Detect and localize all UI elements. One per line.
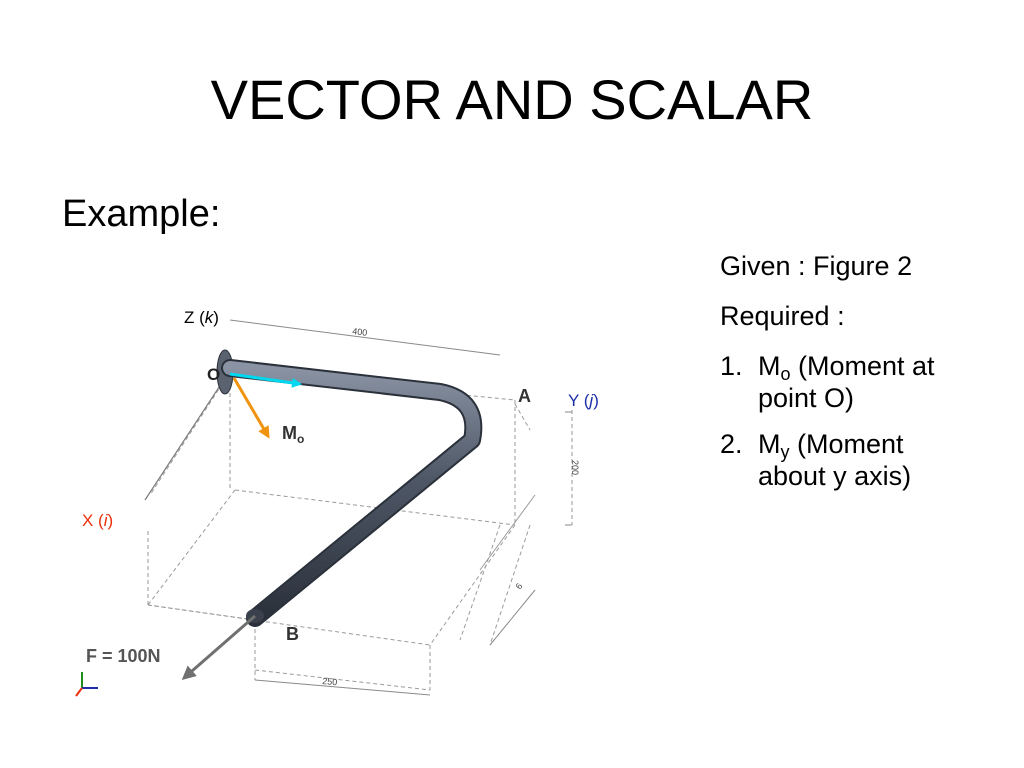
item-subscript: y — [780, 442, 790, 462]
required-item-2 — [720, 428, 1010, 492]
required-line: Required : — [720, 301, 845, 331]
item-symbol: M — [758, 351, 781, 381]
item-number: 1. — [720, 351, 743, 381]
item-symbol: M — [758, 429, 781, 459]
label-z-axis: Z (k) — [184, 308, 219, 327]
dim-label-250: 250 — [321, 676, 338, 688]
label-x-axis: X (i) — [82, 511, 114, 530]
item-text — [758, 428, 1010, 492]
axis-triad-icon — [76, 672, 98, 696]
pipe-rod-highlight — [230, 368, 473, 618]
given-line: Given : Figure 2 — [720, 251, 913, 281]
required-item-1 — [720, 350, 1010, 414]
dim-label-200: 200 — [570, 460, 580, 476]
item-desc-line2: point O) — [758, 383, 855, 413]
item-desc-line1: (Moment — [789, 429, 904, 459]
label-y-axis: Y (j) — [568, 391, 599, 410]
label-point-a: A — [518, 386, 531, 406]
slide-title: VECTOR AND SCALAR — [210, 68, 814, 131]
x-axis-line — [145, 378, 225, 500]
label-point-o: O — [207, 365, 221, 384]
pipe-rod — [230, 368, 473, 618]
label-force: F = 100N — [86, 646, 161, 666]
moment-arrow — [234, 378, 268, 436]
given-required-panel — [720, 250, 1010, 506]
item-subscript: o — [780, 364, 791, 384]
force-arrow — [184, 616, 255, 678]
item-number: 2. — [720, 429, 743, 459]
label-point-b: B — [286, 624, 299, 644]
label-moment-o: $M_o$ — [282, 423, 305, 446]
item-desc-line1: (Moment at — [790, 351, 935, 381]
slide-subtitle: Example: — [62, 193, 221, 235]
item-text — [758, 350, 1010, 414]
dim-label-6: 6 — [513, 581, 525, 592]
dim-label-400: 400 — [351, 326, 368, 338]
item-desc-line2: about y axis) — [758, 461, 912, 491]
pipe-figure — [60, 300, 620, 720]
